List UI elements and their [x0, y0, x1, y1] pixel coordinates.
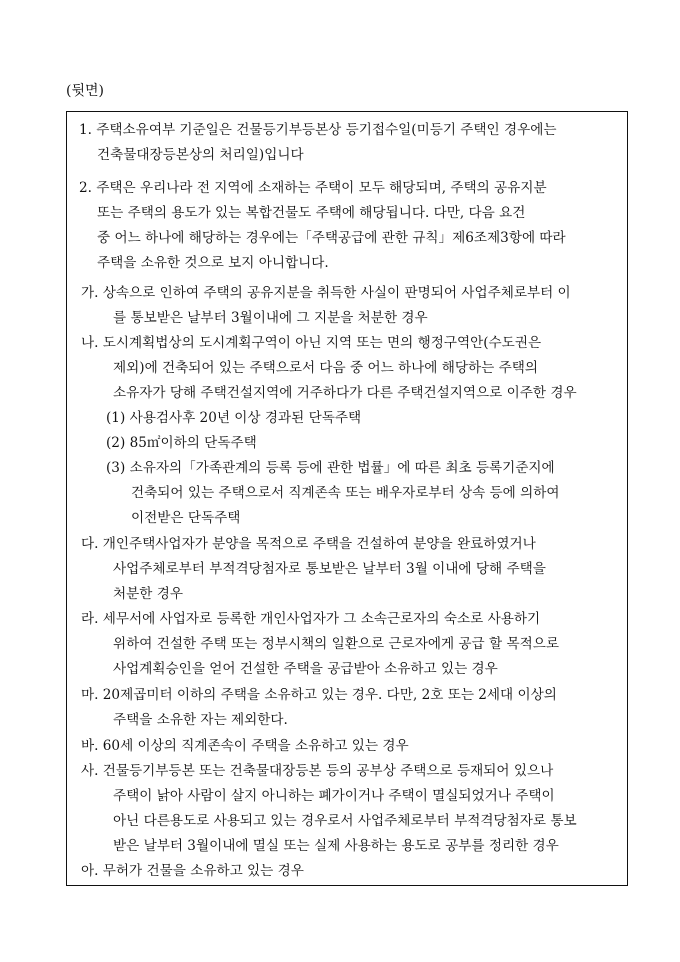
- item-ra-line-1: 라. 세무서에 사업자로 등록한 개인사업자가 그 소속근로자의 숙소로 사용하기: [81, 611, 541, 627]
- note-2-line-4: 주택을 소유한 것으로 보지 아니합니다.: [97, 255, 329, 271]
- item-ga-line-1: 가. 상속으로 인하여 주택의 공유지분을 취득한 사실이 판명되어 사업주체로부터 이: [81, 285, 571, 301]
- item-a-line-1: 아. 무허가 건물을 소유하고 있는 경우: [81, 863, 304, 879]
- item-da-line-1: 다. 개인주택사업자가 분양을 목적으로 주택을 건설하여 분양을 완료하였거나: [81, 536, 536, 552]
- note-1-line-2: 건축물대장등본상의 처리일)입니다: [97, 147, 304, 163]
- note-1-line-1: 1. 주택소유여부 기준일은 건물등기부등본상 등기접수일(미등기 주택인 경우에는: [79, 122, 557, 138]
- item-ba-line-1: 바. 60세 이상의 직계존속이 주택을 소유하고 있는 경우: [81, 738, 409, 754]
- item-na-sub-2: (2) 85㎡이하의 단독주택: [106, 435, 257, 451]
- item-na-line-1: 나. 도시계획법상의 도시계획구역이 아닌 지역 또는 면의 행정구역안(수도권은: [81, 335, 542, 351]
- back-page-label: (뒷면): [66, 83, 104, 99]
- item-na-line-2: 제외)에 건축되어 있는 주택으로서 다음 중 어느 하나에 해당하는 주택의: [113, 360, 539, 376]
- item-ma-line-1: 마. 20제곱미터 이하의 주택을 소유하고 있는 경우. 다만, 2호 또는 2세대 이상의: [81, 687, 557, 703]
- item-sa-line-2: 주택이 낡아 사람이 살지 아니하는 폐가이거나 주택이 멸실되었거나 주택이: [113, 788, 555, 804]
- item-na-line-3: 소유자가 당해 주택건설지역에 거주하다가 다른 주택건설지역으로 이주한 경우: [113, 385, 577, 401]
- item-ga-line-2: 를 통보받은 날부터 3월이내에 그 지분을 처분한 경우: [113, 310, 428, 326]
- note-2-line-2: 또는 주택의 용도가 있는 복합건물도 주택에 해당됩니다. 다만, 다음 요건: [97, 205, 526, 221]
- item-na-sub-3-line-1: (3) 소유자의「가족관계의 등록 등에 관한 법률」에 따른 최초 등록기준지에: [106, 460, 555, 476]
- item-da-line-3: 처분한 경우: [113, 586, 183, 602]
- item-na-sub-3-line-3: 이전받은 단독주택: [131, 510, 241, 526]
- item-sa-line-4: 받은 날부터 3월이내에 멸실 또는 실제 사용하는 용도로 공부를 정리한 경우: [113, 838, 559, 854]
- note-2-line-3: 중 어느 하나에 해당하는 경우에는「주택공급에 관한 규칙」제6조제3항에 따라: [97, 230, 566, 246]
- item-sa-line-3: 아닌 다른용도로 사용되고 있는 경우로서 사업주체로부터 부적격당첨자로 통보: [113, 813, 577, 829]
- item-sa-line-1: 사. 건물등기부등본 또는 건축물대장등본 등의 공부상 주택으로 등재되어 있으나: [81, 763, 554, 779]
- note-2-line-1: 2. 주택은 우리나라 전 지역에 소재하는 주택이 모두 해당되며, 주택의 공유지분: [79, 180, 547, 196]
- item-na-sub-3-line-2: 건축되어 있는 주택으로서 직계존속 또는 배우자로부터 상속 등에 의하여: [131, 485, 560, 501]
- item-da-line-2: 사업주체로부터 부적격당첨자로 통보받은 날부터 3월 이내에 당해 주택을: [113, 561, 546, 577]
- item-ma-line-2: 주택을 소유한 자는 제외한다.: [113, 712, 288, 728]
- item-ra-line-2: 위하여 건설한 주택 또는 정부시책의 일환으로 근로자에게 공급 할 목적으로: [113, 636, 559, 652]
- item-na-sub-1: (1) 사용검사후 20년 이상 경과된 단독주택: [106, 410, 362, 426]
- item-ra-line-3: 사업계획승인을 얻어 건설한 주택을 공급받아 소유하고 있는 경우: [113, 661, 498, 677]
